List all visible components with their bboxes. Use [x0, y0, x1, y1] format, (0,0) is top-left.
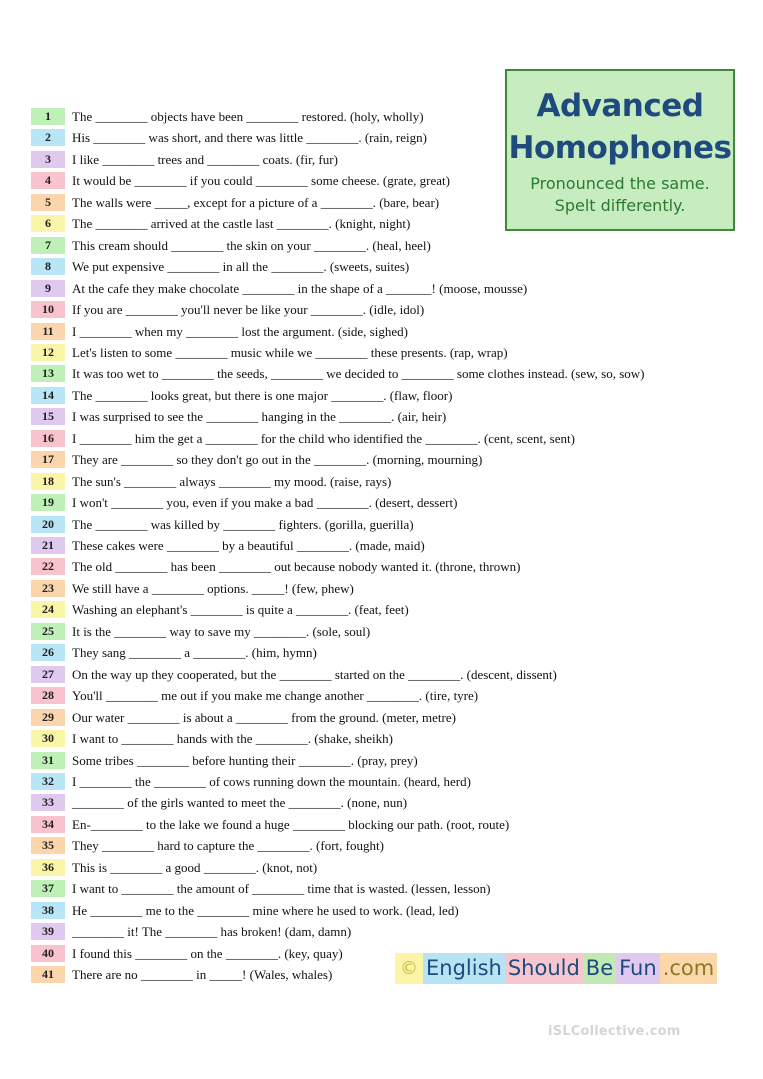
exercise-number-badge: 38: [31, 902, 65, 919]
exercise-sentence: They ________ hard to capture the ________. (fort, fought): [72, 838, 384, 854]
exercise-sentence: On the way up they cooperated, but the ________ started on the ________. (descent, dissent): [72, 666, 557, 682]
brand-word-should: Should: [505, 953, 583, 984]
exercise-sentence: ________ it! The ________ has broken! (dam, damn): [72, 924, 352, 940]
exercise-sentence: You'll ________ me out if you make me change another ________. (tire, tyre): [72, 688, 479, 704]
exercise-row: [0, 385, 763, 406]
watermark: iSLCollective.com: [548, 1024, 681, 1039]
exercise-row: [0, 342, 763, 363]
exercise-number-badge: 28: [31, 687, 65, 704]
exercise-number-badge: 32: [31, 773, 65, 790]
exercise-row: [0, 750, 763, 771]
exercise-number-badge: 21: [31, 537, 65, 554]
exercise-number-badge: 26: [31, 644, 65, 661]
brand-word-com: .com: [660, 953, 718, 984]
exercise-number-badge: 13: [31, 365, 65, 382]
exercise-row: [0, 664, 763, 685]
exercise-row: [0, 406, 763, 427]
exercise-row: [0, 149, 763, 170]
exercise-sentence: I want to ________ the amount of ________ time that is wasted. (lessen, lesson): [72, 881, 491, 897]
exercise-row: [0, 299, 763, 320]
exercise-sentence: The ________ looks great, but there is one major ________. (flaw, floor): [72, 387, 453, 403]
exercise-number-badge: 22: [31, 558, 65, 575]
exercise-number-badge: 34: [31, 816, 65, 833]
exercise-row: [0, 621, 763, 642]
exercise-number-badge: 24: [31, 601, 65, 618]
exercise-sentence: I won't ________ you, even if you make a bad ________. (desert, dessert): [72, 495, 458, 511]
brand-word-english: English: [423, 953, 505, 984]
exercise-number-badge: 9: [31, 280, 65, 297]
exercise-sentence: This cream should ________ the skin on your ________. (heal, heel): [72, 237, 431, 253]
exercise-row: [0, 492, 763, 513]
exercise-row: [0, 728, 763, 749]
exercise-sentence: The walls were _____, except for a picture of a ________. (bare, bear): [72, 194, 440, 210]
exercise-sentence: They are ________ so they don't go out in the ________. (morning, mourning): [72, 452, 483, 468]
exercise-sentence: Our water ________ is about a ________ from the ground. (meter, metre): [72, 709, 456, 725]
exercise-number-badge: 19: [31, 494, 65, 511]
exercise-sentence: I ________ him the get a ________ for the child who identified the ________. (cent, scent, sent): [72, 430, 575, 446]
exercise-sentence: The ________ objects have been ________ restored. (holy, wholly): [72, 109, 424, 124]
exercise-row: [0, 921, 763, 942]
exercise-sentence: Washing an elephant's ________ is quite a ________. (feat, feet): [72, 602, 409, 618]
exercise-row: [0, 213, 763, 234]
exercise-sentence: They sang ________ a ________. (him, hymn): [72, 645, 317, 661]
exercise-row: [0, 771, 763, 792]
exercise-row: [0, 707, 763, 728]
exercise-row: [0, 835, 763, 856]
exercise-sentence: I ________ when my ________ lost the argument. (side, sighed): [72, 323, 408, 339]
exercise-row: [0, 578, 763, 599]
exercise-sentence: Some tribes ________ before hunting their ________. (pray, prey): [72, 752, 418, 768]
exercise-sentence: At the cafe they make chocolate ________ in the shape of a _______! (moose, mousse): [72, 280, 528, 296]
brand-logo: [395, 953, 717, 984]
exercise-row: [0, 878, 763, 899]
subtitle-line-2: Spelt differently.: [554, 196, 686, 215]
exercise-row: [0, 363, 763, 384]
exercise-number-badge: 1: [31, 108, 65, 125]
exercise-number-badge: 5: [31, 194, 65, 211]
exercise-number-badge: 3: [31, 151, 65, 168]
exercise-sentence: His ________ was short, and there was little ________. (rain, reign): [72, 130, 427, 146]
exercise-number-badge: 10: [31, 301, 65, 318]
copyright-symbol: ©: [395, 953, 423, 984]
exercise-row: [0, 106, 763, 127]
exercise-sentence: The ________ was killed by ________ fighters. (gorilla, guerilla): [72, 516, 414, 532]
exercise-row: [0, 256, 763, 277]
exercise-number-badge: 17: [31, 451, 65, 468]
exercise-row: [0, 814, 763, 835]
exercise-number-badge: 16: [31, 430, 65, 447]
exercise-row: [0, 900, 763, 921]
exercise-sentence: There are no ________ in _____! (Wales, whales): [72, 967, 333, 982]
exercise-number-badge: 23: [31, 580, 65, 597]
exercise-number-badge: 39: [31, 923, 65, 940]
exercise-sentence: I found this ________ on the ________. (key, quay): [72, 945, 343, 961]
exercise-number-badge: 35: [31, 837, 65, 854]
exercise-number-badge: 29: [31, 709, 65, 726]
exercise-sentence: I want to ________ hands with the ________. (shake, sheikh): [72, 731, 393, 747]
title-line-1: Advanced: [536, 88, 704, 124]
brand-word-fun: Fun: [616, 953, 660, 984]
exercise-number-badge: 4: [31, 172, 65, 189]
exercise-row: [0, 127, 763, 148]
exercise-number-badge: 40: [31, 945, 65, 962]
exercise-number-badge: 6: [31, 215, 65, 232]
exercise-sentence: It would be ________ if you could ________ some cheese. (grate, great): [72, 173, 450, 189]
exercise-sentence: En-________ to the lake we found a huge ________ blocking our path. (root, route): [72, 816, 510, 832]
exercise-number-badge: 20: [31, 516, 65, 533]
exercise-number-badge: 2: [31, 129, 65, 146]
exercise-sentence: It was too wet to ________ the seeds, ________ we decided to ________ some clothes instead. (sew, so, sow): [72, 366, 645, 382]
exercise-number-badge: 33: [31, 794, 65, 811]
exercise-row: [0, 857, 763, 878]
exercise-sentence: ________ of the girls wanted to meet the ________. (none, nun): [72, 795, 408, 811]
exercise-sentence: The old ________ has been ________ out because nobody wanted it. (throne, thrown): [72, 559, 521, 575]
exercise-row: [0, 321, 763, 342]
exercise-number-badge: 36: [31, 859, 65, 876]
exercise-number-badge: 14: [31, 387, 65, 404]
exercise-row: [0, 428, 763, 449]
exercise-number-badge: 12: [31, 344, 65, 361]
exercise-sentence: Let's listen to some ________ music while we ________ these presents. (rap, wrap): [72, 344, 508, 360]
exercise-sentence: It is the ________ way to save my ________. (sole, soul): [72, 623, 371, 639]
exercise-number-badge: 37: [31, 880, 65, 897]
exercise-row: [0, 535, 763, 556]
exercise-row: [0, 556, 763, 577]
exercise-row: [0, 235, 763, 256]
exercise-row: [0, 642, 763, 663]
exercise-row: [0, 792, 763, 813]
exercise-sentence: The sun's ________ always ________ my mood. (raise, rays): [72, 473, 392, 489]
exercise-sentence: We still have a ________ options. _____! (few, phew): [72, 580, 354, 596]
exercise-row: [0, 685, 763, 706]
subtitle-line-1: Pronounced the same.: [530, 174, 710, 193]
exercise-number-badge: 30: [31, 730, 65, 747]
exercise-row: [0, 471, 763, 492]
exercise-sentence: The ________ arrived at the castle last ________. (knight, night): [72, 216, 411, 232]
exercise-number-badge: 41: [31, 966, 65, 983]
exercise-number-badge: 27: [31, 666, 65, 683]
exercise-sentence: I ________ the ________ of cows running down the mountain. (heard, herd): [72, 773, 471, 789]
exercise-sentence: This is ________ a good ________. (knot, not): [72, 859, 318, 875]
exercise-sentence: If you are ________ you'll never be like your ________. (idle, idol): [72, 302, 425, 318]
exercise-number-badge: 31: [31, 752, 65, 769]
exercise-number-badge: 11: [31, 323, 65, 340]
brand-word-be: Be: [583, 953, 616, 984]
exercise-number-badge: 8: [31, 258, 65, 275]
exercise-number-badge: 7: [31, 237, 65, 254]
exercise-sentence: I was surprised to see the ________ hanging in the ________. (air, heir): [72, 409, 447, 425]
exercise-row: [0, 192, 763, 213]
exercise-number-badge: 18: [31, 473, 65, 490]
exercise-sentence: He ________ me to the ________ mine where he used to work. (lead, led): [72, 902, 459, 918]
exercise-row: [0, 278, 763, 299]
exercise-row: [0, 170, 763, 191]
exercise-number-badge: 15: [31, 408, 65, 425]
exercise-row: [0, 449, 763, 470]
title-line-2: Homophones: [508, 130, 732, 166]
exercise-number-badge: 25: [31, 623, 65, 640]
exercise-sentence: We put expensive ________ in all the ________. (sweets, suites): [72, 259, 410, 275]
exercise-row: [0, 599, 763, 620]
exercise-sentence: I like ________ trees and ________ coats. (fir, fur): [72, 151, 338, 167]
exercise-sentence: These cakes were ________ by a beautiful ________. (made, maid): [72, 538, 425, 553]
exercise-row: [0, 514, 763, 535]
